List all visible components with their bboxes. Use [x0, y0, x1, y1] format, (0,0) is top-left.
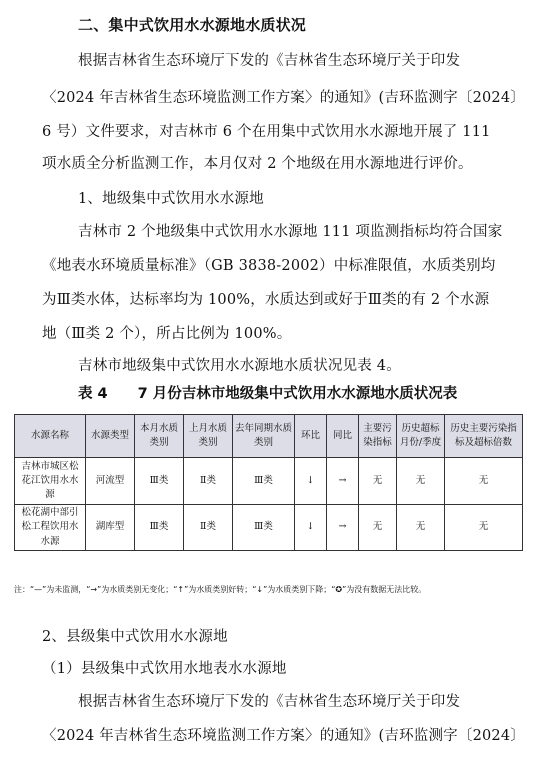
cell-this-month: Ⅲ类 — [135, 505, 184, 551]
para1-line4: 项水质全分析监测工作，本月仅对 2 个地级在用水源地进行评价。 — [42, 156, 473, 172]
cell-history-pollutant: 无 — [445, 505, 523, 551]
para4-line1: 根据吉林省生态环境厅下发的《吉林省生态环境厅关于印发 — [78, 694, 461, 710]
cell-mom: ↓ — [295, 505, 327, 551]
col-header-history-pollutant: 历史主要污染指标及超标倍数 — [445, 415, 523, 458]
table-header-row — [15, 415, 523, 458]
cell-main-pollutant: 无 — [359, 505, 397, 551]
table-row — [15, 458, 523, 505]
subsection-title-2-1: （1）县级集中式饮用水地表水水源地 — [42, 661, 287, 677]
cell-last-month: Ⅱ类 — [184, 458, 233, 505]
cell-main-pollutant: 无 — [359, 458, 397, 505]
cell-this-month: Ⅲ类 — [135, 458, 184, 505]
cell-yoy: → — [327, 458, 359, 505]
col-header-main-pollutant: 主要污染指标 — [359, 415, 397, 458]
cell-mom: ↓ — [295, 458, 327, 505]
para1-line2: 〈2024 年吉林省生态环境监测工作方案〉的通知》(吉环监测字〔2024〕 — [42, 90, 525, 106]
subsection-title-2: 2、县级集中式饮用水水源地 — [42, 629, 228, 645]
table-caption-title: 7 月份吉林市地级集中式饮用水水源地水质状况表 — [137, 386, 458, 402]
col-header-mom: 环比 — [295, 415, 327, 458]
para4-line2: 〈2024 年吉林省生态环境监测工作方案〉的通知》(吉环监测字〔2024〕 — [42, 728, 525, 744]
col-header-source-type: 水源类型 — [86, 415, 135, 458]
cell-last-year: Ⅲ类 — [233, 505, 295, 551]
table-note: 注：“—”为未监测，“→”为水质类别无变化；“↑”为水质类别好转；“↓”为水质类别下降；“✪”为没有数据无法比较。 — [14, 585, 427, 594]
cell-last-month: Ⅱ类 — [184, 505, 233, 551]
cell-history-exceed: 无 — [397, 458, 445, 505]
col-header-history-exceed: 历史超标月份/季度 — [397, 415, 445, 458]
cell-last-year: Ⅲ类 — [233, 458, 295, 505]
para2-line4: 地（Ⅲ类 2 个），所占比例为 100%。 — [42, 326, 292, 342]
section-title: 二、集中式饮用水水源地水质状况 — [78, 16, 307, 34]
para2-line3: 为Ⅲ类水体，达标率均为 100%，水质达到或好于Ⅲ类的有 2 个水源 — [42, 292, 490, 308]
cell-yoy: → — [327, 505, 359, 551]
cell-source-type: 湖库型 — [86, 505, 135, 551]
col-header-last-month: 上月水质类别 — [184, 415, 233, 458]
col-header-last-year: 去年同期水质类别 — [233, 415, 295, 458]
col-header-this-month: 本月水质类别 — [135, 415, 184, 458]
cell-history-pollutant: 无 — [445, 458, 523, 505]
para2-line2: 《地表水环境质量标准》（GB 3838-2002）中标准限值，水质类别均 — [42, 258, 496, 274]
para2-line1: 吉林市 2 个地级集中式饮用水水源地 111 项监测指标均符合国家 — [78, 224, 503, 240]
subsection-title-1: 1、地级集中式饮用水水源地 — [78, 191, 264, 207]
para1-line1: 根据吉林省生态环境厅下发的《吉林省生态环境厅关于印发 — [78, 53, 461, 69]
table-caption — [78, 382, 457, 403]
water-quality-table — [14, 414, 523, 551]
cell-source-name: 松花湖中部引松工程饮用水水源 — [15, 505, 86, 551]
cell-history-exceed: 无 — [397, 505, 445, 551]
cell-source-name: 吉林市城区松花江饮用水水源 — [15, 458, 86, 505]
col-header-source-name: 水源名称 — [15, 415, 86, 458]
para3: 吉林市地级集中式饮用水水源地水质状况见表 4。 — [78, 358, 401, 374]
col-header-yoy: 同比 — [327, 415, 359, 458]
table-row — [15, 505, 523, 551]
cell-source-type: 河流型 — [86, 458, 135, 505]
para1-line3: 6 号）文件要求，对吉林市 6 个在用集中式饮用水水源地开展了 111 — [42, 124, 491, 140]
table-caption-number: 表 4 — [78, 386, 108, 402]
